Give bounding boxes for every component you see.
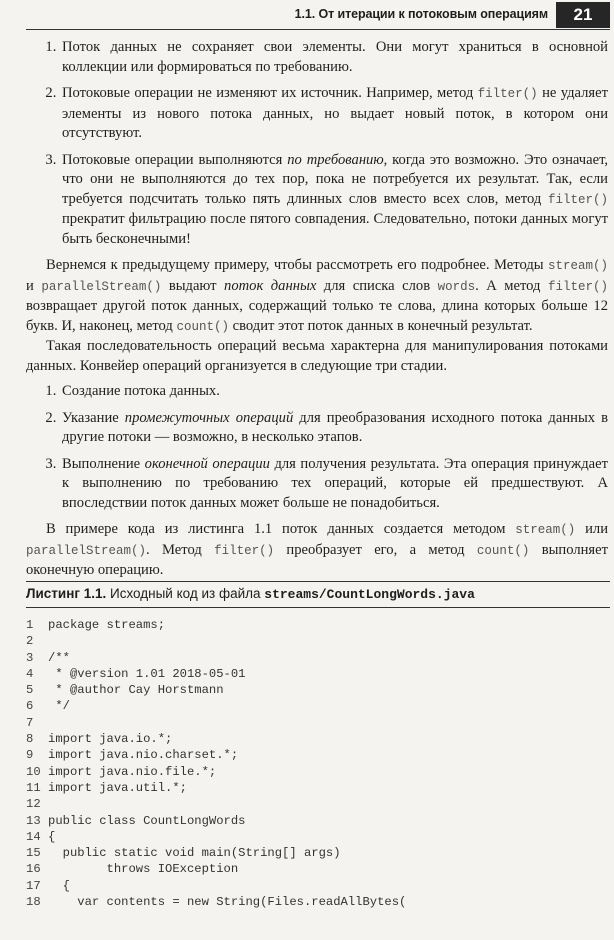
listing-label: Листинг 1.1.: [26, 586, 107, 601]
list-item: [60, 455, 608, 514]
code-text: * @author Cay Horstmann: [48, 683, 224, 698]
code-text: * @version 1.01 2018-05-01: [48, 666, 246, 681]
text-run: Создание потока данных.: [62, 383, 220, 399]
listing-divider-top: [26, 581, 610, 582]
code-listing: [26, 617, 608, 910]
paragraph: [26, 337, 608, 376]
text-run: для получения результата. Эта операция принуждает к выполнению по требованию тех операций, которые ей предшествуют. А впоследствии поток данных может больше не понадобиться.: [62, 455, 608, 511]
code-text: throws IOException: [48, 862, 239, 877]
code-text: var contents = new String(Files.readAllBytes(: [48, 895, 407, 910]
header-divider: [26, 29, 610, 30]
inline-code: filter(): [547, 279, 608, 294]
list-item: [60, 84, 608, 144]
code-line: [26, 666, 608, 682]
line-number: 2: [26, 634, 34, 649]
code-line: [26, 764, 608, 780]
code-text: import java.nio.charset.*;: [48, 748, 239, 763]
code-line: [26, 731, 608, 747]
stages-list: [26, 382, 608, 513]
line-number: 16: [26, 862, 41, 877]
line-number: 7: [26, 715, 34, 730]
line-number: 10: [26, 764, 41, 779]
text-run: преобразует его, а метод: [274, 541, 477, 558]
code-line: [26, 747, 608, 763]
inline-code: filter(): [547, 192, 608, 207]
body-text: [26, 38, 608, 581]
code-text: {: [48, 829, 56, 844]
code-line: [26, 878, 608, 894]
listing-caption: [26, 586, 475, 602]
line-number: 8: [26, 732, 34, 747]
emphasis-text: поток данных: [224, 277, 317, 294]
text-run: возвращает другой поток данных, содержащий только те слова, длина которых больше 12 букв. И, наконец, метод: [26, 298, 608, 334]
line-number: 5: [26, 683, 34, 698]
line-number: 3: [26, 650, 34, 665]
code-text: package streams;: [48, 618, 166, 632]
code-line: [26, 715, 608, 731]
text-run: , когда это возможно. Это означает, что они не выполняются до тех пор, пока не потребуется их результат. Так, если требуется подсчитать только пять длинных слов вместо всех слов, метод: [62, 151, 609, 207]
code-line: [26, 617, 608, 633]
listing-caption-text: Исходный код из файла: [106, 586, 265, 601]
code-line: [26, 698, 608, 714]
code-line: [26, 813, 608, 829]
line-number: 17: [26, 878, 41, 893]
text-run: Указание: [62, 409, 125, 426]
list-item: [60, 151, 608, 250]
paragraph: [26, 520, 608, 581]
text-run: выдают: [161, 277, 225, 294]
line-number: 14: [26, 829, 41, 844]
page-number: 21: [556, 2, 610, 28]
inline-code: parallelStream(): [26, 543, 147, 558]
text-run: выполняет оконечную операцию.: [26, 541, 608, 578]
text-run: В примере кода из листинга 1.1 поток данных создается методом: [46, 521, 516, 537]
line-number: 13: [26, 813, 41, 828]
text-run: . А метод: [475, 277, 548, 294]
line-number: 15: [26, 846, 41, 861]
text-run: Потоковые операции не изменяют их источник. Например, метод: [62, 85, 478, 101]
line-number: 4: [26, 666, 34, 681]
code-line: [26, 796, 608, 812]
line-number: 1: [26, 618, 34, 632]
line-number: 18: [26, 895, 41, 910]
line-number: 12: [26, 797, 41, 812]
code-text: import java.io.*;: [48, 732, 173, 747]
code-line: [26, 780, 608, 796]
listing-file-name: streams/CountLongWords.java: [264, 587, 475, 602]
code-text: public class CountLongWords: [48, 813, 246, 828]
code-line: [26, 829, 608, 845]
text-run: прекратит фильтрацию после пятого совпадения. Следовательно, потоки данных могут быть бесконечными!: [62, 211, 608, 247]
text-run: для списка слов: [316, 277, 438, 294]
text-run: не удаляет элементы из нового потока данных, но выдает новый поток, в котором они отсутствуют.: [62, 85, 609, 141]
list-item: [60, 382, 608, 402]
text-run: Потоковые операции выполняются: [62, 151, 288, 168]
properties-list: [26, 38, 608, 249]
text-run: и: [26, 277, 42, 294]
text-run: Такая последовательность операций весьма характерна для манипулирования потоками данных. Конвейер операций организуется в следующие три стадии.: [26, 338, 608, 374]
code-line: [26, 894, 608, 910]
page-header: [0, 0, 614, 30]
inline-code: stream(): [515, 523, 576, 537]
code-text: /**: [48, 650, 70, 665]
inline-code: filter(): [477, 87, 538, 101]
running-head: 1.1. От итерации к потоковым операциям: [294, 7, 548, 21]
text-run: Вернемся к предыдущему примеру, чтобы рассмотреть его подробнее. Методы: [46, 257, 548, 273]
emphasis-text: по требованию: [287, 151, 384, 168]
text-run: . Метод: [146, 541, 215, 558]
code-line: [26, 861, 608, 877]
inline-code: words: [437, 279, 476, 294]
code-text: import java.nio.file.*;: [48, 764, 217, 779]
inline-code: stream(): [547, 259, 608, 273]
inline-code: count(): [476, 543, 530, 558]
emphasis-text: промежуточных операций: [124, 409, 294, 426]
text-run: Поток данных не сохраняет свои элементы. Они могут храниться в основной коллекции или формироваться по требованию.: [62, 39, 608, 75]
line-number: 9: [26, 748, 34, 763]
text-run: для преобразования исходного потока данных в другие потоки — возможно, в несколько этапов.: [62, 409, 608, 445]
text-run: сводит этот поток данных в конечный результат.: [228, 317, 533, 334]
text-run: или: [575, 521, 609, 537]
text-run: Выполнение: [62, 455, 145, 472]
code-line: [26, 650, 608, 666]
line-number: 6: [26, 699, 34, 714]
listing-divider-bottom: [26, 607, 610, 608]
code-line: [26, 633, 608, 649]
code-line: [26, 845, 608, 861]
code-text: */: [48, 699, 70, 714]
code-text: {: [48, 878, 70, 893]
line-number: 11: [26, 780, 41, 795]
inline-code: count(): [176, 319, 229, 334]
code-text: public static void main(String[] args): [48, 846, 341, 861]
inline-code: parallelStream(): [41, 279, 162, 294]
emphasis-text: оконечной операции: [144, 455, 270, 472]
inline-code: filter(): [214, 543, 275, 558]
code-line: [26, 682, 608, 698]
list-item: [60, 409, 608, 448]
paragraph: [26, 256, 608, 337]
list-item: [60, 38, 608, 77]
code-text: import java.util.*;: [48, 780, 187, 795]
